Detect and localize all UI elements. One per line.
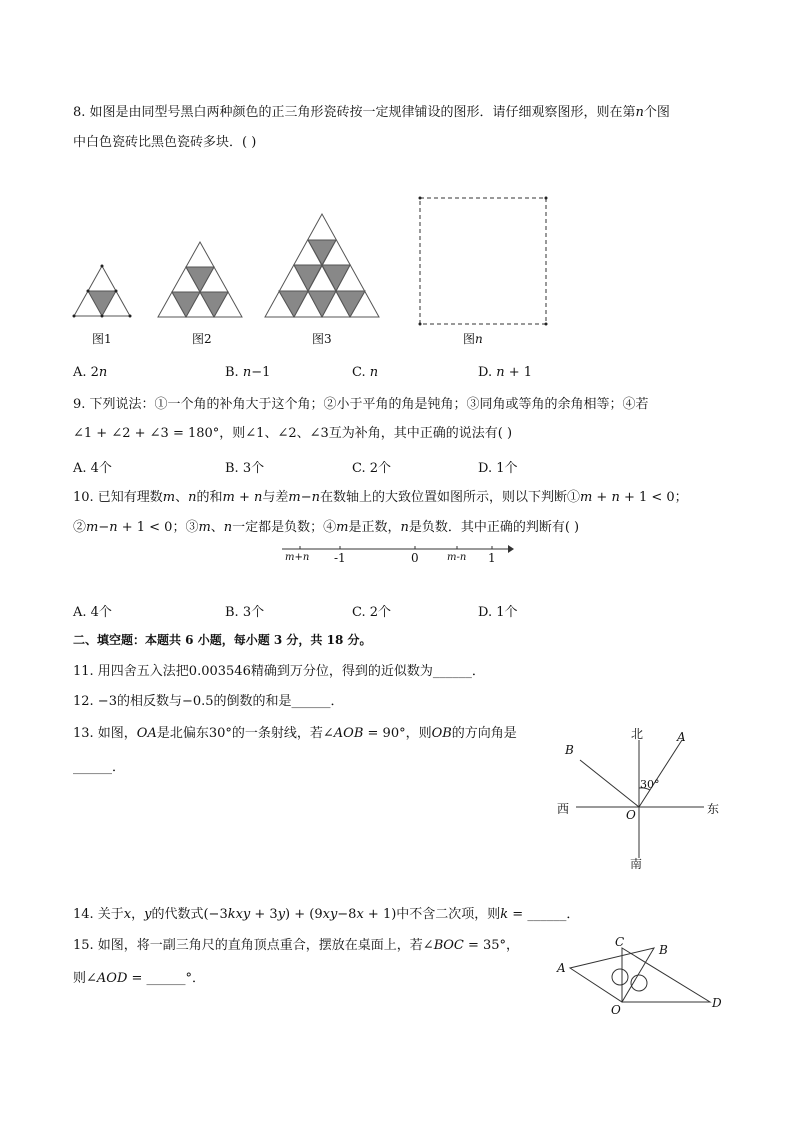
axis-label-m-minus-n: m-n bbox=[447, 552, 467, 563]
q13-north-label: 北 bbox=[631, 727, 644, 741]
q8-option-c[interactable]: C. 𝑛 bbox=[352, 365, 379, 380]
q14-text: 14. 关于𝑥，𝑦的代数式(−3𝑘𝑥𝑦 + 3𝑦) + (9𝑥𝑦−8𝑥 + 1)中不含二次项，则𝑘 = ______． bbox=[73, 907, 580, 922]
q8-figure-2 bbox=[157, 240, 243, 318]
q12-text: 12. −3的相反数与−0.5的倒数的和是______． bbox=[73, 694, 344, 709]
q15-point-d: D bbox=[712, 996, 722, 1010]
q10-option-d[interactable]: D. 1个 bbox=[478, 605, 518, 620]
q10-option-a[interactable]: A. 4个 bbox=[73, 605, 112, 620]
q13-west-label: 西 bbox=[557, 802, 570, 816]
q8-figure-n bbox=[418, 196, 548, 326]
number-line bbox=[280, 540, 515, 560]
q9-option-c[interactable]: C. 2个 bbox=[352, 461, 392, 476]
axis-label-m-plus-n: m+n bbox=[285, 552, 310, 563]
q9-option-b[interactable]: B. 3个 bbox=[225, 461, 265, 476]
q15-point-a: A bbox=[557, 961, 566, 975]
q8-option-d[interactable]: D. 𝑛 + 1 bbox=[478, 365, 533, 380]
q8-option-a[interactable]: A. 2𝑛 bbox=[73, 365, 108, 380]
q15-line2: 则∠𝐴𝑂𝐷 = ______°． bbox=[73, 971, 206, 986]
q8-figure-1 bbox=[72, 264, 132, 318]
q13-compass-figure bbox=[572, 740, 712, 860]
q13-angle-label: 30° bbox=[640, 778, 660, 791]
q15-point-b: B bbox=[659, 943, 668, 957]
q8-line2: 中白色瓷砖比黑色瓷砖多块．( ) bbox=[73, 135, 257, 150]
q8-fign-label: 图𝑛 bbox=[463, 332, 483, 346]
q10-option-b[interactable]: B. 3个 bbox=[225, 605, 265, 620]
q13-point-b: B bbox=[565, 743, 574, 757]
q13-line2: ______． bbox=[73, 760, 126, 775]
q8-option-b[interactable]: B. 𝑛−1 bbox=[225, 365, 271, 380]
q11-text: 11. 用四舍五入法把0.003546精确到万分位，得到的近似数为______． bbox=[73, 664, 485, 679]
q8-fig1-label: 图1 bbox=[92, 332, 112, 346]
q13-line1: 13. 如图，𝑂𝐴是北偏东30°的一条射线，若∠𝐴𝑂𝐵 = 90°，则𝑂𝐵的方向角是 bbox=[73, 726, 517, 741]
axis-label-0: 0 bbox=[411, 551, 419, 565]
q8-fig2-label: 图2 bbox=[192, 332, 212, 346]
q9-line2: ∠1 + ∠2 + ∠3 = 180°，则∠1、∠2、∠3互为补角，其中正确的说法有( ) bbox=[73, 426, 513, 441]
q8-figure-3 bbox=[264, 213, 380, 318]
q13-point-o: O bbox=[626, 808, 636, 822]
q13-point-a: A bbox=[677, 730, 686, 744]
q13-south-label: 南 bbox=[630, 857, 643, 871]
q8-fig3-label: 图3 bbox=[312, 332, 332, 346]
q15-point-o: O bbox=[611, 1003, 621, 1017]
q10-line2: ②𝑚−𝑛 + 1 < 0；③𝑚、𝑛一定都是负数；④𝑚是正数，𝑛是负数．其中正确的判断有( ) bbox=[73, 520, 580, 535]
q15-point-c: C bbox=[615, 935, 625, 949]
section-heading-fill-blank: 二、填空题：本题共 6 小题，每小题 3 分，共 18 分。 bbox=[73, 633, 372, 647]
q10-line1: 10. 已知有理数𝑚、𝑛的和𝑚 + 𝑛与差𝑚−𝑛在数轴上的大致位置如图所示，则以下判断①𝑚 + 𝑛 + 1 < 0； bbox=[73, 490, 688, 505]
q10-option-c[interactable]: C. 2个 bbox=[352, 605, 392, 620]
q9-line1: 9. 下列说法：①一个角的补角大于这个角；②小于平角的角是钝角；③同角或等角的余角相等；④若 bbox=[73, 397, 649, 412]
axis-label-neg1: -1 bbox=[334, 551, 346, 565]
q9-option-d[interactable]: D. 1个 bbox=[478, 461, 518, 476]
q8-line1: 8. 如图是由同型号黑白两种颜色的正三角形瓷砖按一定规律铺设的图形．请仔细观察图形，则在第𝑛个图 bbox=[73, 105, 670, 120]
axis-label-1: 1 bbox=[488, 551, 496, 565]
q13-east-label: 东 bbox=[707, 802, 720, 816]
q15-set-squares-figure bbox=[560, 940, 720, 1015]
q9-option-a[interactable]: A. 4个 bbox=[73, 461, 112, 476]
q15-line1: 15. 如图，将一副三角尺的直角顶点重合，摆放在桌面上，若∠𝐵𝑂𝐶 = 35°， bbox=[73, 938, 520, 953]
